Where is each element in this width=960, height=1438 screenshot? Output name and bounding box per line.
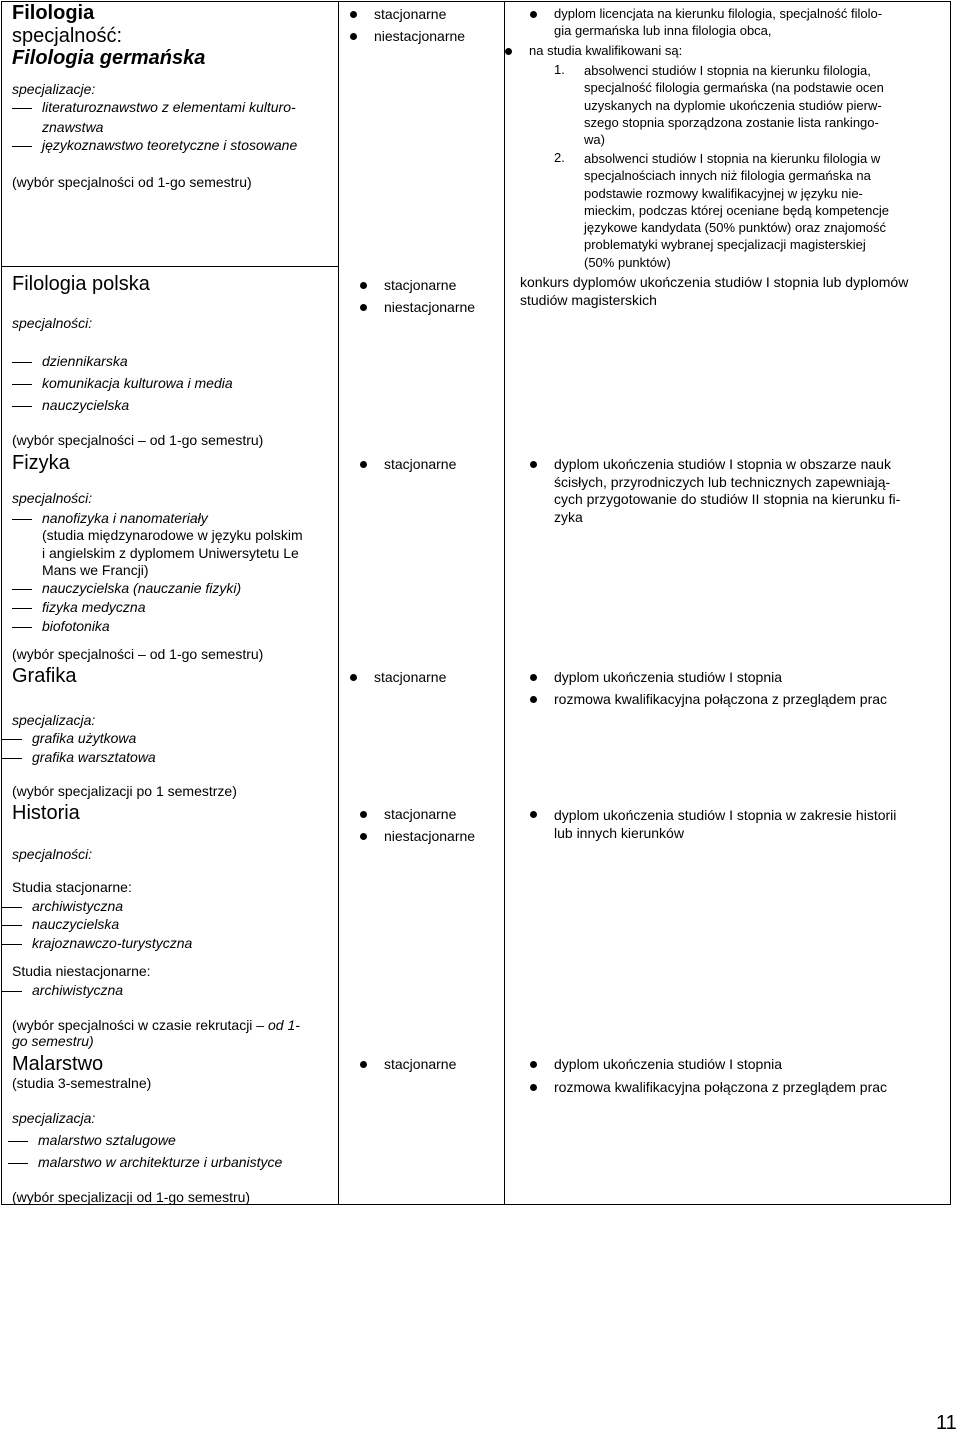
column-divider-1	[338, 2, 339, 1204]
mode-item: stacjonarne	[384, 456, 457, 472]
line: problematyki wybranej specjalizacji magisterskiej	[584, 237, 866, 253]
list-item: literaturoznawstwo z elementami kulturo-	[42, 99, 296, 115]
list-item-cont: znawstwa	[42, 119, 104, 135]
mode-item: stacjonarne	[384, 1056, 457, 1072]
list-item: grafika warsztatowa	[32, 749, 156, 765]
list-item: biofotonika	[42, 618, 110, 634]
line: specjalnościach innych niż filologia germańska na	[584, 168, 871, 184]
line: dyplom ukończenia studiów I stopnia w obszarze nauk	[554, 456, 891, 472]
list-item: nauczycielska	[42, 397, 130, 413]
mode-item: stacjonarne	[374, 6, 447, 22]
req-1	[584, 62, 942, 148]
req-2	[584, 150, 942, 271]
spec-label: specjalności:	[12, 315, 93, 331]
spec-label: specjalizacja:	[12, 712, 96, 728]
req-num: 1.	[554, 62, 565, 77]
list-item: grafika użytkowa	[32, 730, 137, 746]
requirement-cont: gia germańska lub inna filologia obca,	[554, 23, 772, 38]
line: mieckim, podczas której oceniane będą kompetencje	[584, 202, 889, 218]
requirement: dyplom licencjata na kierunku filologia, specjalność filolo-	[554, 6, 883, 21]
list-item: nanofizyka i nanomateriały	[42, 510, 208, 526]
line: (studia międzynarodowe w języku polskim	[42, 527, 303, 543]
requirement: dyplom ukończenia studiów I stopnia	[554, 669, 783, 685]
requirement	[554, 806, 942, 842]
line: ścisłych, przyrodniczych lub technicznych zapewniają-	[554, 473, 891, 490]
requirement	[520, 273, 945, 309]
note	[12, 1017, 332, 1049]
line: (50% punktów)	[584, 254, 671, 270]
note: (wybór specjalności od 1-go semestru)	[12, 174, 252, 190]
spec-label: specjalność:	[12, 25, 123, 47]
list-item: archiwistyczna	[32, 982, 124, 998]
mode-item: niestacjonarne	[374, 28, 466, 44]
list-item: malarstwo sztalugowe	[38, 1132, 176, 1148]
line: dyplom ukończenia studiów I stopnia w zakresie historii	[554, 807, 897, 823]
list-item: nauczycielska (nauczanie fizyki)	[42, 580, 242, 596]
list-item: archiwistyczna	[32, 898, 124, 914]
list-item: fizyka medyczna	[42, 599, 146, 615]
mode-item: niestacjonarne	[384, 299, 476, 315]
spec-label: specjalności:	[12, 846, 93, 862]
req-num: 2.	[554, 150, 565, 165]
requirement: dyplom ukończenia studiów I stopnia	[554, 1056, 783, 1072]
line: specjalność filologia germańska (na podstawie ocen	[584, 80, 884, 96]
line: konkurs dyplomów ukończenia studiów I stopnia lub dyplomów	[520, 274, 909, 290]
list-item: nauczycielska	[32, 916, 120, 932]
row-title-filologia-polska: Filologia polska	[12, 273, 150, 295]
spec-label: specjalizacja:	[12, 1110, 96, 1126]
row-title-filologia: Filologia	[12, 2, 95, 24]
line: i angielskim z dyplomem Uniwersytetu Le	[42, 544, 299, 561]
line: absolwenci studiów I stopnia na kierunku filologia,	[584, 63, 871, 78]
line: wa)	[584, 132, 605, 148]
column-divider-2	[504, 2, 505, 1204]
requirement: na studia kwalifikowani są:	[529, 43, 683, 58]
list-item: malarstwo w architekturze i urbanistyce	[38, 1154, 283, 1170]
requirement: rozmowa kwalifikacyjna połączona z przeglądem prac	[554, 1079, 888, 1095]
row-title-malarstwo: Malarstwo	[12, 1053, 104, 1075]
note-part: go semestru)	[12, 1033, 94, 1049]
line: absolwenci studiów I stopnia na kierunku filologia w	[584, 151, 881, 166]
list-item: dziennikarska	[42, 353, 128, 369]
mode-item: stacjonarne	[384, 277, 457, 293]
mode-item: stacjonarne	[374, 669, 447, 685]
note: (wybór specjalizacji od 1-go semestru)	[12, 1189, 251, 1205]
line: lub innych kierunków	[554, 825, 684, 841]
mode-item: niestacjonarne	[384, 828, 476, 844]
spec-label: specjalności:	[12, 490, 93, 506]
line: zyka	[554, 508, 583, 525]
requirement	[554, 456, 942, 526]
note-part: (wybór specjalności w czasie rekrutacji –	[12, 1017, 268, 1033]
line: Mans we Francji)	[42, 562, 149, 578]
note: (wybór specjalizacji po 1 semestrze)	[12, 783, 237, 799]
row-title-grafika: Grafika	[12, 665, 77, 687]
row-title-fizyka: Fizyka	[12, 452, 70, 474]
list-item: komunikacja kulturowa i media	[42, 375, 233, 391]
list-item: językoznawstwo teoretyczne i stosowane	[42, 137, 298, 153]
specializations-label: specjalizacje:	[12, 81, 96, 97]
subtitle: (studia 3-semestralne)	[12, 1075, 152, 1091]
line: szego stopnia sporządzona zostanie lista rankingo-	[584, 114, 879, 130]
row-divider-filologia	[2, 266, 338, 267]
line: podstawie rozmowy kwalifikacyjnej w języku nie-	[584, 185, 863, 201]
list-item-detail	[42, 527, 303, 580]
note-part: od 1-	[267, 1017, 300, 1033]
mode-item: stacjonarne	[384, 806, 457, 822]
note: (wybór specjalności – od 1-go semestru)	[12, 646, 264, 662]
list-item: krajoznawczo-turystyczna	[32, 935, 193, 951]
requirement: rozmowa kwalifikacyjna połączona z przeglądem prac	[554, 691, 888, 707]
page-number: 11	[936, 1412, 957, 1434]
group-label: Studia stacjonarne:	[12, 879, 132, 895]
line: studiów magisterskich	[520, 292, 657, 308]
line: uzyskanych na dyplomie ukończenia studiów pierw-	[584, 97, 882, 113]
row-title-historia: Historia	[12, 802, 80, 824]
line: cych przygotowanie do studiów II stopnia na kierunku fi-	[554, 491, 901, 507]
spec-name: Filologia germańska	[12, 47, 206, 69]
note: (wybór specjalności – od 1-go semestru)	[12, 432, 264, 448]
line: językowe kandydata (50% punktów) oraz znajomość	[584, 220, 887, 236]
group-label: Studia niestacjonarne:	[12, 963, 151, 979]
